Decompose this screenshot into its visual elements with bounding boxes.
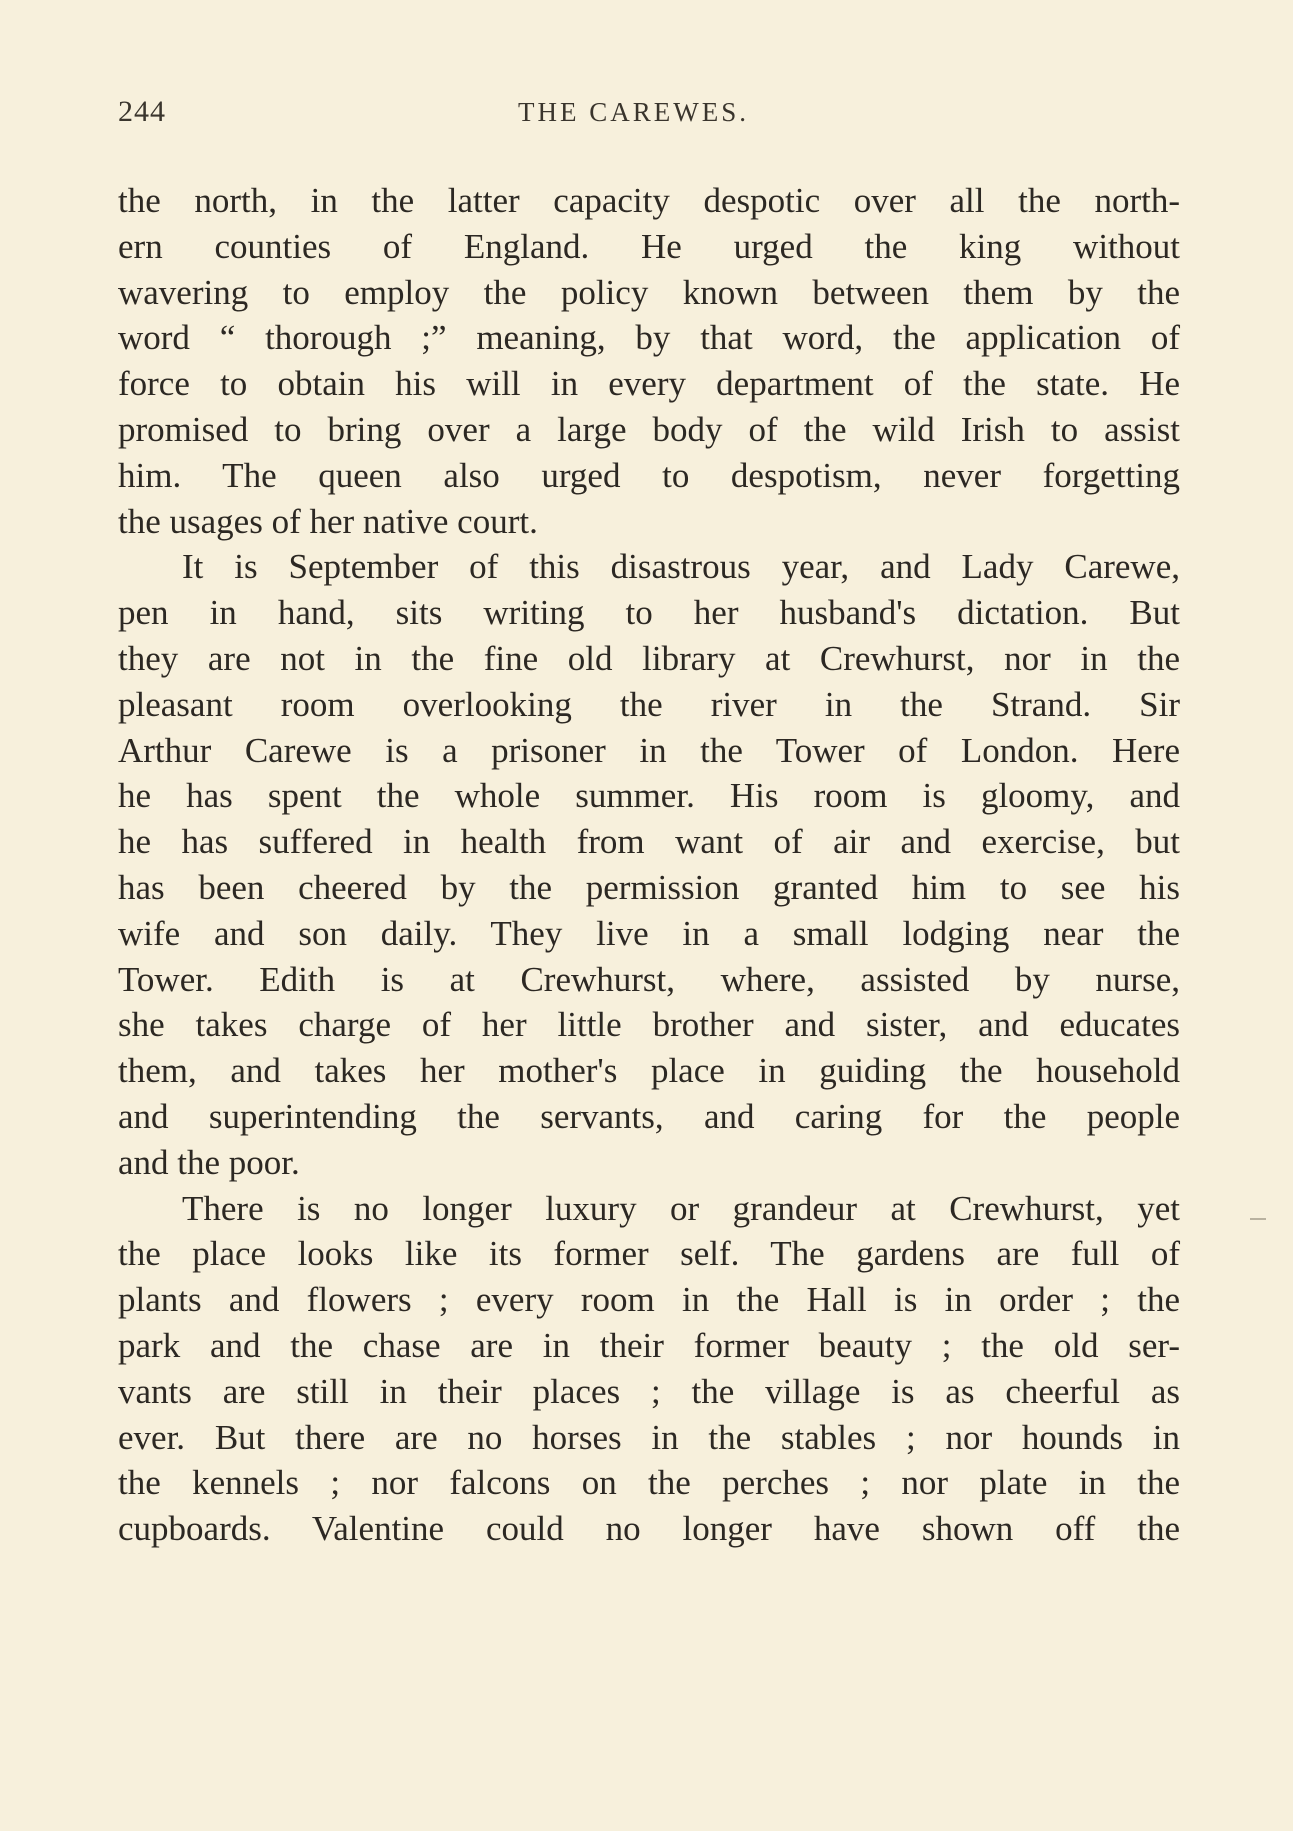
text-line: ern counties of England. He urged the king without (118, 226, 1180, 266)
text-line: wavering to employ the policy known between them by the (118, 272, 1180, 312)
text-line: ever. But there are no horses in the stables ; nor hounds in (118, 1417, 1180, 1457)
text-line: promised to bring over a large body of the wild Irish to assist (118, 409, 1180, 449)
text-line: they are not in the fine old library at Crewhurst, nor in the (118, 638, 1180, 678)
body-text (118, 178, 1180, 1552)
text-line: pen in hand, sits writing to her husband's dictation. But (118, 593, 1180, 633)
text-line: There is no longer luxury or grandeur at Crewhurst, yet (182, 1188, 1180, 1228)
text-line: and superintending the servants, and caring for the people (118, 1096, 1180, 1136)
paragraph (118, 544, 1180, 1185)
text-line: It is September of this disastrous year, and Lady Carewe, (182, 547, 1180, 587)
text-line: the usages of her native court. (118, 501, 538, 541)
text-line: and the poor. (118, 1142, 300, 1182)
text-line: plants and flowers ; every room in the Hall is in order ; the (118, 1280, 1180, 1320)
margin-mark (1250, 1218, 1266, 1220)
text-line: the place looks like its former self. The gardens are full of (118, 1234, 1180, 1274)
text-line: he has spent the whole summer. His room is gloomy, and (118, 776, 1180, 816)
text-line: vants are still in their places ; the village is as cheerful as (118, 1371, 1180, 1411)
text-line: him. The queen also urged to despotism, never forgetting (118, 455, 1180, 495)
text-line: cupboards. Valentine could no longer have shown off the (118, 1509, 1180, 1549)
text-line: the north, in the latter capacity despotic over all the north- (118, 181, 1180, 220)
page-number: 244 (118, 95, 166, 128)
text-line: Arthur Carewe is a prisoner in the Tower of London. Here (118, 730, 1180, 770)
text-line: Tower. Edith is at Crewhurst, where, assisted by nurse, (118, 959, 1180, 999)
text-line: pleasant room overlooking the river in the Strand. Sir (118, 684, 1180, 724)
text-line: she takes charge of her little brother and sister, and educates (118, 1005, 1180, 1045)
text-line: wife and son daily. They live in a small lodging near the (118, 913, 1180, 953)
text-line: force to obtain his will in every department of the state. He (118, 364, 1180, 404)
page-header (118, 95, 1178, 135)
running-head: THE CAREWES. (518, 97, 749, 127)
text-line: park and the chase are in their former beauty ; the old ser- (118, 1325, 1180, 1365)
text-line: the kennels ; nor falcons on the perches ; nor plate in the (118, 1463, 1180, 1503)
text-line: he has suffered in health from want of air and exercise, but (118, 822, 1180, 862)
text-line: them, and takes her mother's place in guiding the household (118, 1051, 1180, 1091)
paragraph (118, 1186, 1180, 1552)
text-line: has been cheered by the permission granted him to see his (118, 867, 1180, 907)
text-line: word “ thorough ;” meaning, by that word, the application of (118, 318, 1180, 358)
paragraph (118, 178, 1180, 544)
